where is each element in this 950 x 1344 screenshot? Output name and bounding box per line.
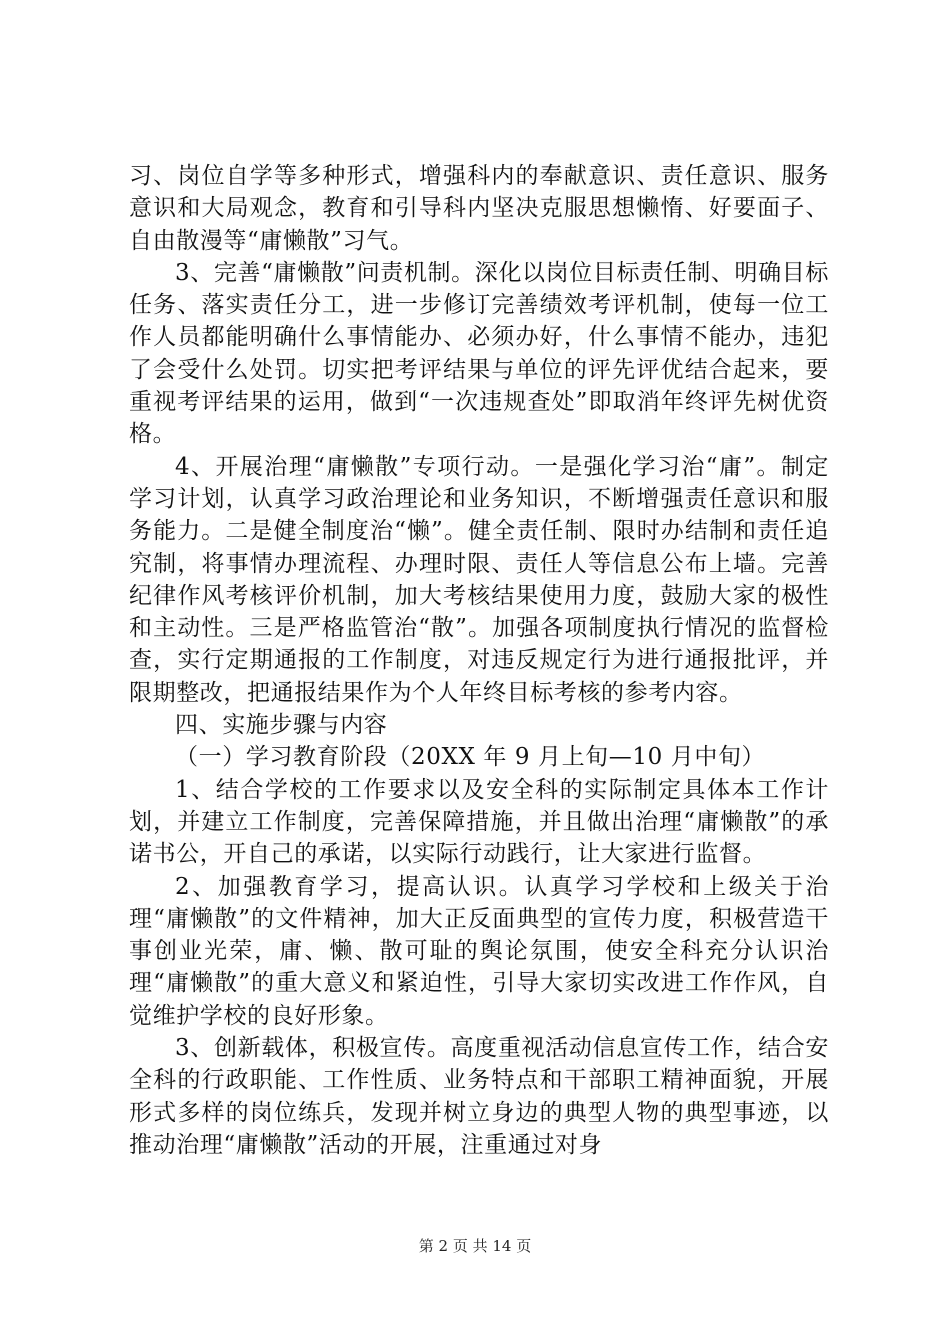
paragraph: 2、加强教育学习，提高认识。认真学习学校和上级关于治理“庸懒散”的文件精神，加大正反面典型的宣传力度，积极营造干事创业光荣，庸、懒、散可耻的舆论氛围，使安全科充分认识治理“庸懒散”的重大意义和紧迫性，引导大家切实改进工作作风，自觉维护学校的良好形象。 bbox=[129, 873, 829, 1029]
section-heading: 四、实施步骤与内容 bbox=[175, 712, 388, 739]
paragraph: 3、创新载体，积极宣传。高度重视活动信息宣传工作，结合安全科的行政职能、工作性质、业务特点和干部职工精神面貌，开展形式多样的岗位练兵，发现并树立身边的典型人物的典型事迹，以推动治理“庸懒散”活动的开展，注重通过对身 bbox=[129, 1035, 829, 1158]
paragraph: 1、结合学校的工作要求以及安全科的实际制定具体本工作计划，并建立工作制度，完善保障措施，并且做出治理“庸懒散”的承诺书公，开自己的承诺，以实际行动践行，让大家进行监督。 bbox=[129, 776, 829, 868]
subsection-heading: （一）学习教育阶段（20XX 年 9 月上旬—10 月中旬） bbox=[175, 744, 766, 771]
paragraph: 4、开展治理“庸懒散”专项行动。一是强化学习治“庸”。制定学习计划，认真学习政治理论和业务知识，不断增强责任意识和服务能力。二是健全制度治“懒”。健全责任制、限时办结制和责任追究制，将事情办理流程、办理时限、责任人等信息公布上墙。完善纪律作风考核评价机制，加大考核结果使用力度，鼓励大家的极性和主动性。三是严格监管治“散”。加强各项制度执行情况的监督检查，实行定期通报的工作制度，对违反规定行为进行通报批评，并限期整改，把通报结果作为个人年终目标考核的参考内容。 bbox=[129, 453, 829, 706]
paragraph: 3、完善“庸懒散”问责机制。深化以岗位目标责任制、明确目标任务、落实责任分工，进一步修订完善绩效考评机制，使每一位工作人员都能明确什么事情能办、必须办好，什么事情不能办，违犯了会受什么处罚。切实把考评结果与单位的评先评优结合起来，要重视考评结果的运用，做到“一次违规查处”即取消年终评先树优资格。 bbox=[129, 259, 829, 448]
body-text bbox=[129, 160, 829, 1161]
paragraph: 习、岗位自学等多种形式，增强科内的奉献意识、责任意识、服务意识和大局观念，教育和引导科内坚决克服思想懒惰、好要面子、自由散漫等“庸懒散”习气。 bbox=[129, 163, 829, 254]
page-footer bbox=[0, 1236, 950, 1256]
page-number: 第 2 页 共 14 页 bbox=[418, 1237, 532, 1255]
